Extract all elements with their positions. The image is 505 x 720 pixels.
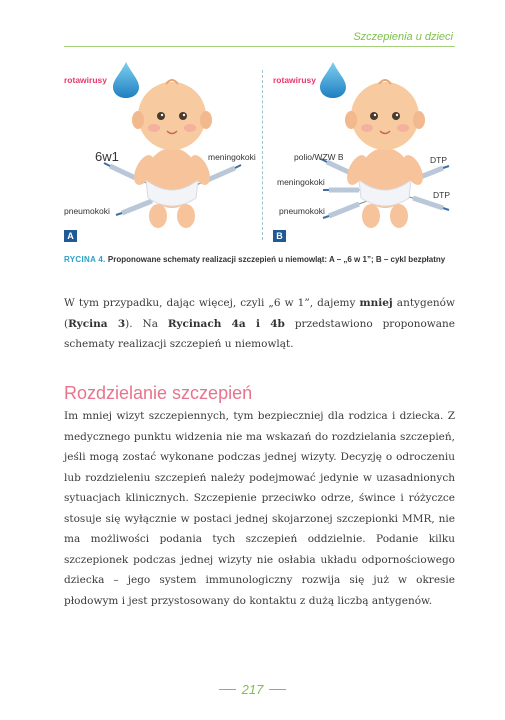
- label-rotawirusy: rotawirusy: [273, 75, 316, 85]
- footer-rule: [219, 689, 236, 690]
- page-number: 217: [241, 681, 264, 697]
- figure-panel-a: [60, 58, 256, 246]
- figure-reference: Rycina 3: [68, 317, 126, 330]
- paragraph-body: Im mniej wizyt szczepiennych, tym bezpieczniej dla rodzica i dziecka. Z medycznego punktu widzenia nie ma wskazań do rozdzielania szczepień, jeśli mogą zostać wykonane podczas jednej wizyty. Decyzję o odroczeniu lub rozdzieleniu szczepień należy podejmować jedynie w uzasadnionych sytuacjach klinicznych. Szczepienie przeciwko odrze, śwince i różyczce stosuje się wyłącznie w postaci jednej skojarzonej szczepionki MMR, nie ma możliwości podania tych szczepień oddzielnie. Podanie kilku szczepionek podczas jednej wizyty nie osłabia układu odpornościowego dziecka – jego system immunologiczny rozwija się już w okresie płodowym i jest przystosowany do kontaktu z dużą liczbą antygenów.: [64, 410, 455, 607]
- figure-caption: [64, 251, 454, 268]
- page-footer: [0, 679, 505, 699]
- text-run: W tym przypadku, dając więcej, czyli „6 w 1”, dajemy: [64, 297, 360, 309]
- panel-divider: [262, 70, 263, 240]
- header-rule: [64, 46, 455, 47]
- label-pneumokoki: pneumokoki: [64, 206, 110, 216]
- figure-reference: Rycinach 4a i 4b: [167, 317, 285, 330]
- label-polio-wzw-b: polio/WZW B: [294, 152, 344, 162]
- text-run: przedstawiono proponowane schematy realizacji szczepień u niemowląt.: [64, 317, 455, 350]
- figure-panel-b: [265, 58, 457, 246]
- water-drop-icon: [113, 62, 139, 98]
- caption-label: RYCINA 4.: [64, 255, 106, 264]
- text-run: ). Na: [125, 317, 168, 330]
- section-title: Rozdzielanie szczepień: [64, 383, 253, 403]
- label-meningokoki: meningokoki: [208, 152, 256, 162]
- label-meningokoki: meningokoki: [277, 177, 325, 187]
- running-header: Szczepienia u dzieci: [353, 31, 453, 43]
- paragraph-intro: [64, 293, 455, 355]
- water-drop-icon: [320, 62, 346, 98]
- label-rotawirusy: rotawirusy: [64, 75, 107, 85]
- panel-tag-b: B: [273, 230, 286, 242]
- figure-4: [60, 58, 455, 246]
- panel-tag-a: A: [64, 230, 77, 242]
- label-pneumokoki: pneumokoki: [279, 206, 325, 216]
- label-6w1: 6w1: [95, 149, 119, 164]
- label-dtp-upper: DTP: [430, 155, 447, 165]
- footer-rule: [269, 689, 286, 690]
- text-run: antygenów (: [64, 297, 455, 330]
- caption-text: Proponowane schematy realizacji szczepień u niemowląt: A – „6 w 1”; B – cykl bezpłatny: [107, 255, 446, 264]
- label-dtp-lower: DTP: [433, 190, 450, 200]
- bold-run: mniej: [359, 297, 393, 309]
